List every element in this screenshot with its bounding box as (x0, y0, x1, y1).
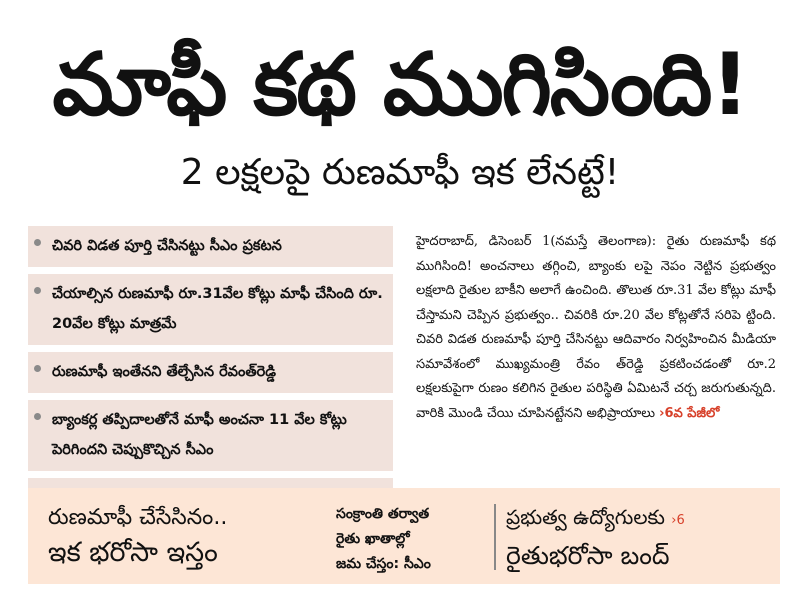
bullet-dot-icon (34, 365, 41, 372)
bullet-item (28, 352, 393, 393)
article-body-text: హైదరాబాద్, డిసెంబర్ 1(నమస్తే తెలంగాణ): రైతు రుణమాఫీ కథ ముగిసింది! అంచనాలు తగ్గించి, బ్యాంకు లపై నెపం నెట్టిన ప్రభుత్వం లక్షలాది రైతుల బాకీని అలాగే ఉంచింది. తొలుత రూ.31 వేల కోట్లు మాఫీ చేస్తామని చెప్పిన ప్రభుత్వం.. చివరికి రూ.20 వేల కోట్లతోనే సరిపె ట్టింది. చివరి విడత రుణమాఫీ పూర్తి చేసినట్టు ఆదివారం నిర్వహించిన మీడియా సమావేశంలో ముఖ్యమంత్రి రేవం త్‌రెడ్డి ప్రకటించడంతో రూ.2 లక్షలకుపైగా రుణం కలిగిన రైతుల పరిస్థితి ఏమిటనే చర్చ జరుగుతున్నది. వారికి మొండి చేయి చూపినట్టేనని అభిప్రాయాలు (416, 234, 776, 421)
bullet-item (28, 274, 393, 345)
banner-left-line1: రుణమాఫీ చేసేసినం.. (48, 505, 228, 530)
banner-right-line1: ప్రభుత్వ ఉద్యోగులకు (506, 505, 665, 529)
banner-left-line2: ఇక భరోసా ఇస్తం (48, 537, 218, 568)
banner-page-ref-link[interactable]: ›6 (671, 513, 685, 528)
banner-mid-line3: జమ చేస్తం: సీఎం (336, 556, 431, 572)
banner-right-headline (506, 502, 776, 576)
banner-divider (494, 504, 496, 570)
page-continuation-link[interactable]: ›6వ పేజీలో (659, 405, 720, 421)
bullet-item (28, 400, 393, 471)
bullet-dot-icon (34, 239, 41, 246)
bullet-text: చివరి విడత పూర్తి చేసినట్టు సీఎం ప్రకటన (52, 238, 282, 254)
subheadline: 2 లక్షలపై రుణమాఫీ ఇక లేనట్టే! (180, 152, 620, 193)
article-body (416, 230, 776, 426)
bullet-item (28, 226, 393, 267)
banner-mid-line1: సంక్రాంతి తర్వాత (336, 506, 430, 522)
banner-mid-note (336, 502, 496, 577)
headline: మాఫీ కథ ముగిసింది! (52, 35, 748, 135)
banner-mid-line2: రైతు ఖాతాల్లో (336, 531, 410, 547)
bullet-list (28, 226, 393, 526)
banner-left-headline (48, 500, 318, 570)
banner-right-line2: రైతుభరోసా బంద్ (506, 541, 670, 570)
bullet-text: బ్యాంకర్ల తప్పిదాలతోనే మాఫీ అంచనా 11 వేల కోట్లు పెరిగిందని చెప్పుకొచ్చిన సీఎం (52, 412, 347, 458)
banner-right-line1-wrap (506, 502, 776, 536)
bullet-dot-icon (34, 287, 41, 294)
bullet-text: రుణమాఫీ ఇంతేనని తేల్చేసిన రేవంత్‌రెడ్డి (52, 364, 276, 380)
bullet-text: చేయాల్సిన రుణమాఫీ రూ.31వేల కోట్లు మాఫీ చేసింది రూ. 20వేల కోట్లు మాత్రమే (52, 286, 383, 332)
bottom-banner (28, 488, 780, 584)
bullet-dot-icon (34, 413, 41, 420)
